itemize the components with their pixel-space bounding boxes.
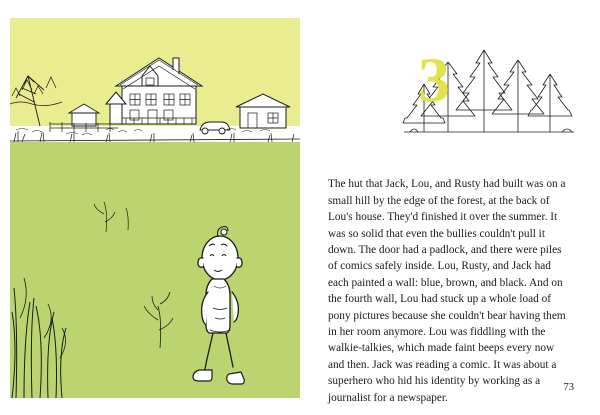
farmhouse-landscape-with-walking-boy-illustration — [10, 18, 300, 398]
page-number: 73 — [563, 382, 574, 393]
chapter-body-paragraph: The hut that Jack, Lou, and Rusty had built was on a small hill by the edge of the forest, at the back of Lou's house. They'd finished it over the summer. It was so solid that even the bullies couldn't pull it down. The door had a padlock, and there were piles of comics safely inside. Lou, Rusty, and Jack had each painted a wall: blue, brown, and black. And on the fourth wall, Lou had stuck up a whole load of pony pictures because she couldn't bear having them in her room anymore. Lou was fiddling with the walkie-talkies, which made faint beeps every now and then. Jack was reading a comic. It was about a superhero who hid his identity by working as a journalist for a newspaper. — [328, 178, 566, 404]
right-page — [300, 0, 600, 415]
chapter-number: 3 — [418, 44, 449, 115]
